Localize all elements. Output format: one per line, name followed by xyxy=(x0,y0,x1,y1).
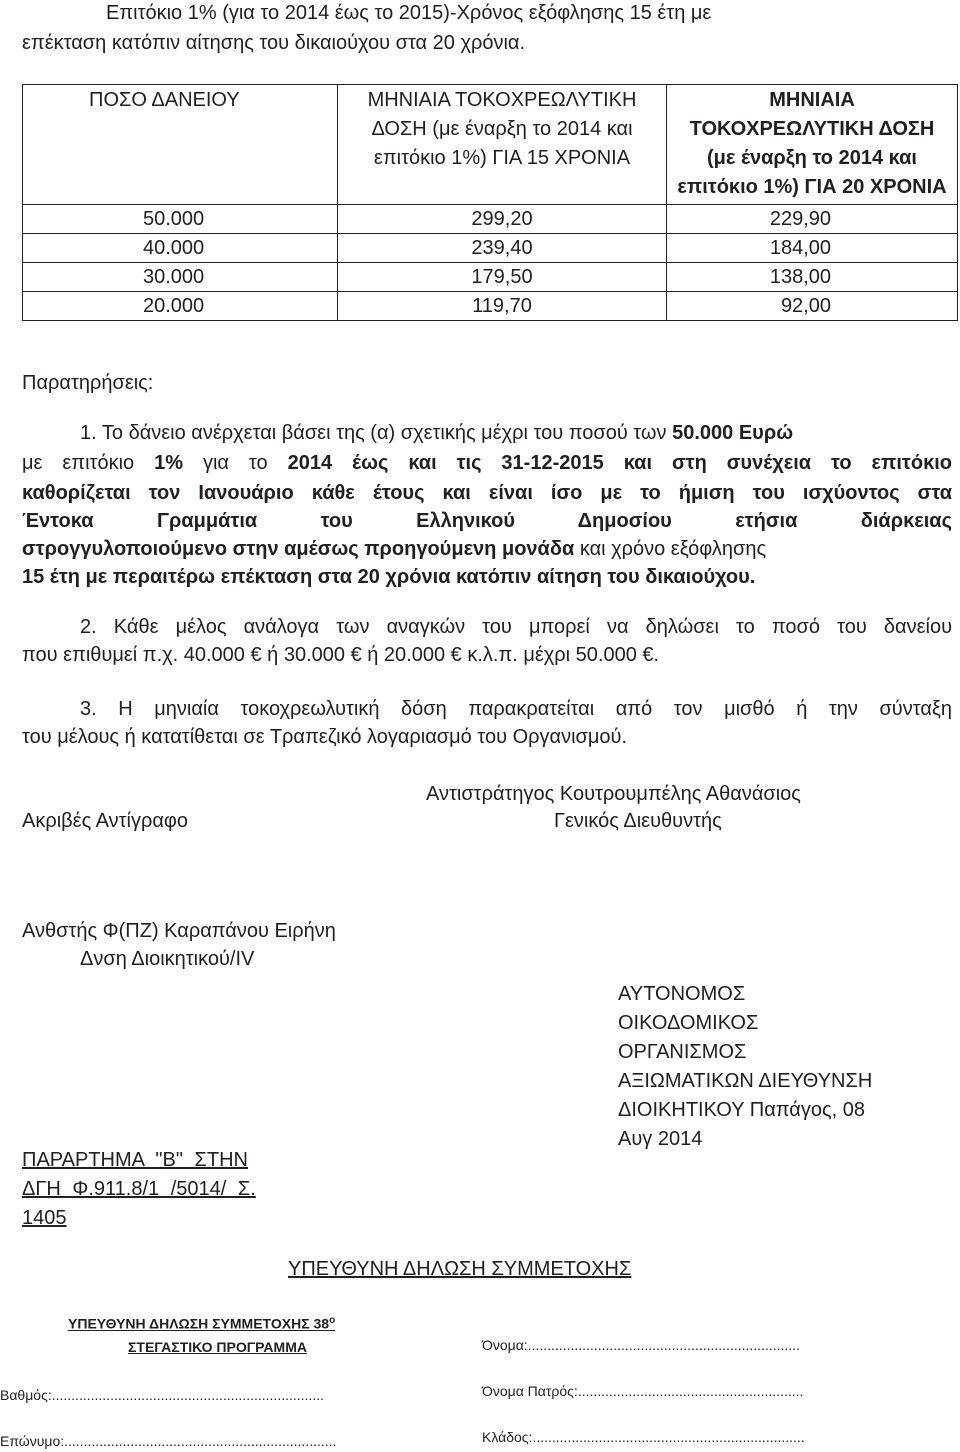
organization-block xyxy=(618,980,872,1154)
table-row xyxy=(23,234,958,263)
organization-line: Αυγ 2014 xyxy=(618,1128,703,1150)
fathers-name-label: Όνομα Πατρός: xyxy=(482,1383,578,1399)
rank-label: Βαθμός: xyxy=(0,1387,52,1403)
table-row xyxy=(23,263,958,292)
cell-15-years: 239,40 xyxy=(338,234,667,263)
rank-dots: ...................................................................... xyxy=(51,1387,324,1403)
remark-1-amount: 50.000 Ευρώ xyxy=(672,422,794,444)
remark-1-line-2-d: 2014 έως και τις 31-12-2015 και στη συνέχεια το επιτόκιο xyxy=(287,452,952,474)
remark-1-text: 1. Το δάνειο ανέρχεται βάσει της (α) σχετικής μέχρι του ποσού των xyxy=(80,422,667,444)
remark-1-line-4: Έντοκα Γραμμάτια του Ελληνικού Δημοσίου ετήσια διάρκειας xyxy=(22,510,952,532)
remark-2-line-1: 2. Κάθε μέλος ανάλογα των αναγκών του μπορεί να δηλώσει το ποσό του δανείου xyxy=(80,616,952,638)
name-dots: ...................................................................... xyxy=(527,1337,800,1353)
surname-field[interactable] xyxy=(0,1432,336,1450)
rank-field[interactable] xyxy=(0,1386,324,1404)
organization-line: ΟΙΚΟΔΟΜΙΚΟΣ xyxy=(618,1012,759,1034)
declaration-heading: ΥΠΕΥΘΥΝΗ ΔΗΛΩΣΗ ΣΥΜΜΕΤΟΧΗΣ xyxy=(288,1258,632,1280)
surname-label: Επώνυμο: xyxy=(0,1433,65,1449)
annex-line: 1405 xyxy=(22,1207,67,1229)
table-row xyxy=(23,205,958,234)
cell-15-years: 119,70 xyxy=(338,292,667,321)
intro-line-1: Επιτόκιο 1% (για το 2014 έως το 2015)-Χρόνος εξόφλησης 15 έτη με xyxy=(106,2,712,24)
declaration-subheading-text: ΥΠΕΥΘΥΝΗ ΔΗΛΩΣΗ ΣΥΜΜΕΤΟΧΗΣ 38 xyxy=(68,1315,330,1332)
remark-2-line-2: που επιθυμεί π.χ. 40.000 € ή 30.000 € ή 20.000 € κ.λ.π. μέχρι 50.000 €. xyxy=(22,644,660,666)
declaration-subheading-1 xyxy=(68,1312,335,1333)
header-installment-20-years-text: ΜΗΝΙΑΙΑ ΤΟΚΟΧΡΕΩΛΥΤΙΚΗ ΔΟΣΗ (με έναρξη το 2014 και επιτόκιο 1%) ΓΙΑ 20 ΧΡΟΝΙΑ xyxy=(677,89,947,198)
cell-amount: 30.000 xyxy=(23,263,338,292)
organization-line: ΔΙΟΙΚΗΤΙΚΟΥ Παπάγος, 08 xyxy=(618,1099,865,1121)
fathers-name-field[interactable] xyxy=(482,1382,803,1400)
declaration-subheading-2: ΣΤΕΓΑΣΤΙΚΟ ΠΡΟΓΡΑΜΜΑ xyxy=(128,1339,307,1355)
branch-dots: ...................................................................... xyxy=(532,1429,805,1445)
remarks-title: Παρατηρήσεις: xyxy=(22,372,154,394)
organization-line: ΑΞΙΩΜΑΤΙΚΩΝ ΔΙΕΥΘΥΝΣΗ xyxy=(618,1070,873,1092)
cell-15-years: 179,50 xyxy=(338,263,667,292)
authenticator-department: Δνση Διοικητικού/IV xyxy=(80,948,255,970)
remark-1-line-5 xyxy=(22,536,766,562)
annex-line: ΔΓΗ Φ.911.8/1 /5014/ Σ. xyxy=(22,1178,256,1200)
table-row xyxy=(23,292,958,321)
cell-20-years: 184,00 xyxy=(667,234,958,263)
header-installment-20-years xyxy=(667,85,958,205)
cell-20-years: 92,00 xyxy=(667,292,958,321)
annex-line: ΠΑΡΑΡΤΗΜΑ "Β" ΣΤΗΝ xyxy=(22,1149,248,1171)
organization-line: ΑΥΤΟΝΟΜΟΣ xyxy=(618,983,746,1005)
header-installment-15-years xyxy=(338,85,667,205)
branch-label: Κλάδος: xyxy=(482,1429,533,1445)
name-label: Όνομα: xyxy=(482,1337,528,1353)
remark-1-line-5-a: στρογγυλοποιούμενο στην αμέσως προηγούμενη μονάδα xyxy=(22,538,575,560)
name-field[interactable] xyxy=(482,1336,800,1354)
remark-1-line-2-c: για το xyxy=(202,452,268,474)
loan-rates-table xyxy=(22,84,958,321)
intro-line-2: επέκταση κατόπιν αίτησης του δικαιούχου στα 20 χρόνια. xyxy=(22,32,526,54)
table-header-row xyxy=(23,85,958,205)
header-installment-15-years-text: ΜΗΝΙΑΙΑ ΤΟΚΟΧΡΕΩΛΥΤΙΚΗ ΔΟΣΗ (με έναρξη το 2014 και επιτόκιο 1%) ΓΙΑ 15 ΧΡΟΝΙΑ xyxy=(367,89,637,169)
remark-1-line-2-b: 1% xyxy=(154,452,183,474)
declaration-subheading-ordinal: ο xyxy=(329,1315,336,1326)
remark-1-line-6: 15 έτη με περαιτέρω επέκταση στα 20 χρόνια κατόπιν αίτηση του δικαιούχου. xyxy=(22,566,756,588)
cell-amount: 20.000 xyxy=(23,292,338,321)
annex-block xyxy=(22,1146,256,1233)
header-loan-amount: ΠΟΣΟ ΔΑΝΕΙΟΥ xyxy=(23,85,338,205)
authenticator-name: Ανθστής Φ(ΠΖ) Καραπάνου Ειρήνη xyxy=(22,920,336,942)
remark-1-line-3: καθορίζεται τον Ιανουάριο κάθε έτους και είναι ίσο με το ήμιση του ισχύοντος στα xyxy=(22,482,952,504)
remark-1-line-1 xyxy=(80,420,793,446)
exact-copy-label: Ακριβές Αντίγραφο xyxy=(22,810,189,832)
cell-15-years: 299,20 xyxy=(338,205,667,234)
branch-field[interactable] xyxy=(482,1428,805,1446)
organization-line: ΟΡΓΑΝΙΣΜΟΣ xyxy=(618,1041,747,1063)
remark-3-line-1: 3. Η μηνιαία τοκοχρεωλυτική δόση παρακρατείται από τον μισθό ή την σύνταξη xyxy=(80,698,952,720)
surname-dots: ...................................................................... xyxy=(64,1433,337,1449)
remark-1-line-2 xyxy=(22,450,952,476)
cell-20-years: 229,90 xyxy=(667,205,958,234)
signatory-role: Γενικός Διευθυντής xyxy=(554,810,722,832)
remark-1-line-2-a: με επιτόκιο xyxy=(22,452,135,474)
remark-1-line-5-b: και χρόνο εξόφλησης xyxy=(579,538,767,560)
cell-amount: 40.000 xyxy=(23,234,338,263)
fathers-name-dots: .......................................................... xyxy=(577,1383,804,1399)
signatory-name: Αντιστράτηγος Κουτρουμπέλης Αθανάσιος xyxy=(426,783,801,805)
cell-amount: 50.000 xyxy=(23,205,338,234)
remark-3-line-2: του μέλους ή κατατίθεται σε Τραπεζικό λογαριασμό του Οργανισμού. xyxy=(22,726,627,748)
cell-20-years: 138,00 xyxy=(667,263,958,292)
